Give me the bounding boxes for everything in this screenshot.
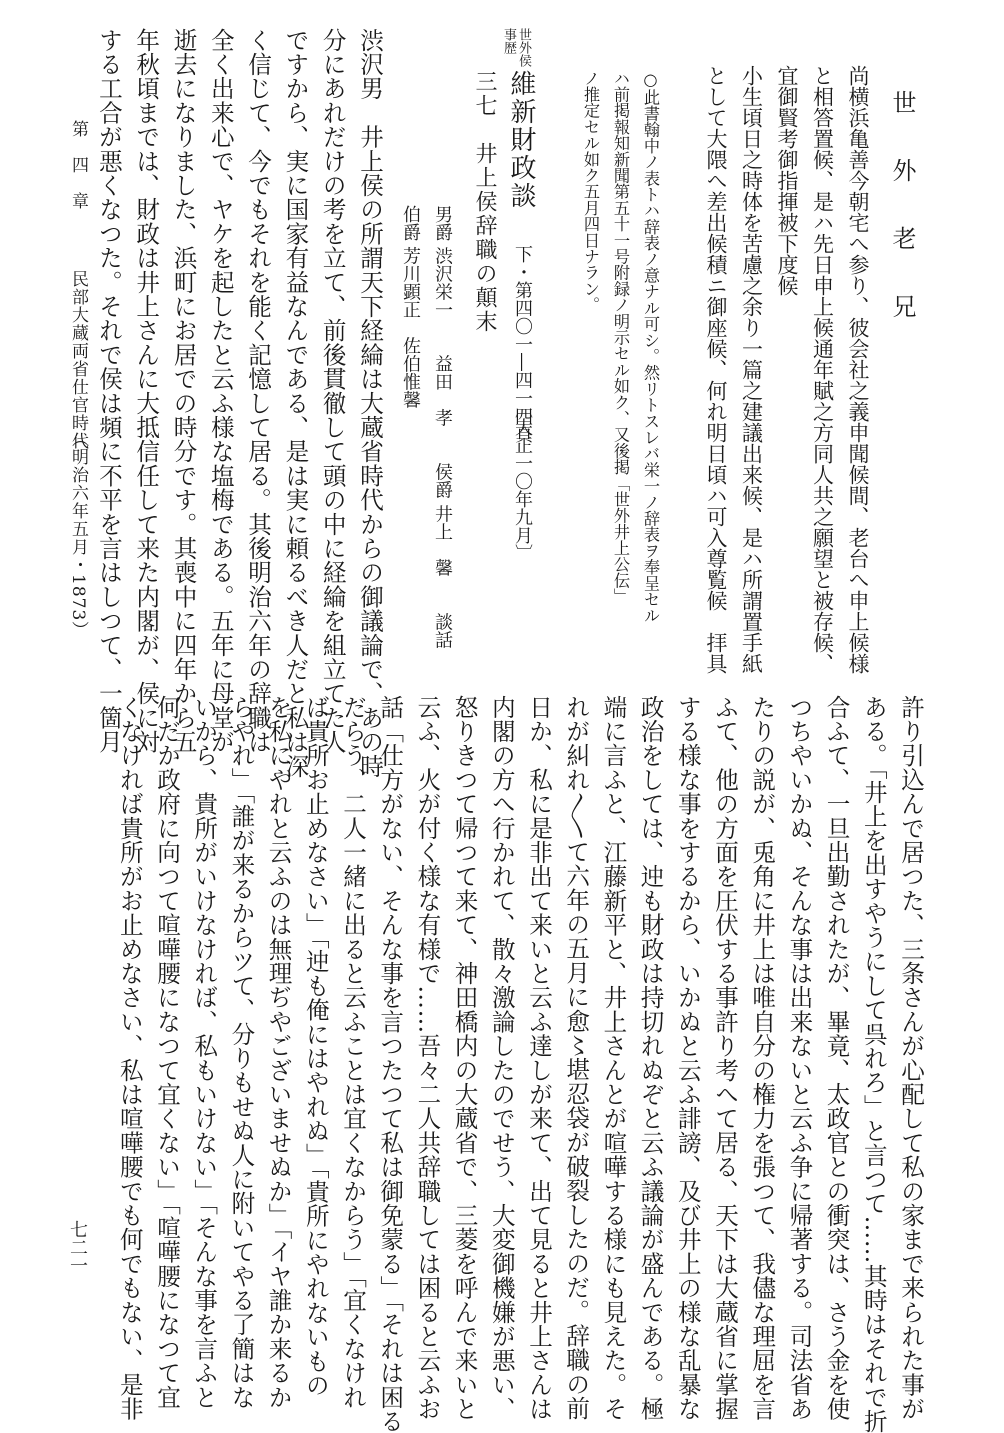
section-heading: 三七 井上侯辞職の顛末 [472,70,497,334]
volume-pages: 下・第四〇一―四一四頁 [512,245,533,443]
body-line: れが糾れ〳〵て六年の五月に愈〻堪忍袋が破裂したのだ。辞職の前 [562,695,591,1421]
source-label-1: 世外侯 [516,28,531,67]
body-line: つちやいかぬ、そんな事は出来ないと云ふ争に帰著する。司法省あ [785,695,814,1421]
body-line: いから、貴所がいけなければ、私もいけない」「そんな事を言ふと [190,695,219,1410]
editorial-note-line: ハ前掲報知新聞第五十一号附録ノ明示セル如ク、又後掲「世外井上公伝」 [611,70,630,605]
body-line: ですから、実に国家有益なんである、是は実に頼るべき人だと私は深 [281,28,310,779]
body-line: 渋沢男 井上侯の所謂天下経綸は大蔵省時代からの御議論で、あの時 [356,28,384,779]
body-line: 日か、私に是非出て来いと云ふ達しが来て、出て見ると井上さんは [525,695,553,1421]
body-line: く信じて、今でもそれを能く記憶して居る。其後明治六年の辞職は [244,28,273,754]
letter-line: 宜御賢考御指揮被下度候 [775,65,799,296]
article-title: 維新財政談 [506,70,536,210]
body-line: 許り引込んで居つた、三条さんが心配して私の家まで来られた事が [897,695,925,1421]
body-line: 逝去になりました、浜町にお居での時分です。其喪中に四年から五 [169,28,198,754]
speakers-line-1: 男爵 渋沢栄一 益田 孝 侯爵 井上 馨 談話 [432,205,453,649]
body-line: 年秋頃までは、財政は井上さんに大抵信任して来た内閣が、侯に対 [132,28,161,754]
body-line: らやれ」「誰が来るからツて、分りもせぬ人に附いてやる了簡はな [227,695,256,1410]
running-head-period: （明治六年五月・1873） [68,430,88,640]
body-line: 分にあれだけの考を立て、前後貫徹して頭の中に経綸を組立てた人 [318,28,347,754]
body-line: ば貴所お止めなさい」「迚も俺にはやれぬ」「貴所にやれないもの [301,695,330,1398]
running-head-title: 民部大蔵両省仕官時代 [68,270,88,450]
body-line: ふて、他の方面を圧伏する事許り考へて居る、天下は大蔵省に掌握 [711,695,739,1421]
body-line: する様な事をするから、いかぬと云ふ誹謗、及び井上の様な乱暴な [673,695,702,1421]
source-label [494,28,538,67]
body-line: たりの説が、兎角に井上は唯自分の権力を張つて、我儘な理屈を言 [748,695,777,1421]
editorial-note-line: ○此書翰中ノ表トハ辞表ノ意ナル可シ。然リトスレバ栄一ノ辞表ヲ奉呈セル [641,70,660,624]
letter-line: 小生頃日之時体を苦慮之余り一篇之建議出来候、是ハ所謂置手紙 [739,65,764,674]
body-line: 怒りきつて帰つて来て、神田橋内の大蔵省で、三菱を呼んで来いと [450,695,479,1421]
running-head-chapter: 第 四 章 [68,120,88,210]
body-line: ある。「井上を出すやうにして呉れろ」と言つて……其時はそれで折 [859,695,888,1433]
letter-line: と相答置候、是ハ先日申上候通年賦之方同人共之願望と被存候、 [810,65,835,674]
body-line: 合ふて、一旦出勤されたが、畢竟、太政官との衝突は、さう金を使 [822,695,851,1421]
body-line: を私にやれと云ふのは無理ぢやございませぬか」「イヤ誰か来るか [264,695,293,1410]
body-line: する工合が悪くなつた。それで侯は頻に不平を言はしつて、一箇月 [94,28,123,754]
body-line: 内閣の方へ行かれて、散々激論したのでせう、大変御機嫌が悪い、 [487,695,516,1421]
editorial-note-line: ノ推定セル如ク五月四日ナラン。 [581,70,600,313]
page-number: 七二一 [67,1220,88,1274]
letter-addressee: 世 外 老 兄 [888,90,916,328]
body-line: 云ふ、火が付く様な有様で……吾々二人共辞職しては困ると云ふお [413,695,442,1421]
article-date: 〔大正一〇年九月〕 [512,400,533,562]
body-line: だらう、二人一緒に出ると云ふことは宜くなからう」「宜くなけれ [339,695,367,1410]
body-line: 何だか政府に向つて喧嘩腰になつて宜くない」「喧嘩腰になつて宜 [153,695,181,1410]
source-label-2: 事歴 [501,28,516,54]
body-line: 話「仕方がない、そんな事を言つたつて私は御免蒙る」「それは困る [376,695,405,1433]
body-line: くなければ貴所がお止めなさい、私は喧嘩腰でも何でもない、是非 [115,695,144,1421]
body-line: 端に言ふと、江藤新平と、井上さんとが喧嘩する様にも見えた。そ [599,695,628,1421]
speakers-line-2: 伯爵 芳川顕正 佐伯惟馨 [400,205,421,409]
body-line: 政治をしては、迚も財政は持切れぬぞと云ふ議論が盛んである。極 [636,695,665,1421]
body-line: 全く出来心で、ヤケを起したと云ふ様な塩梅である。五年に母堂が [206,28,235,754]
letter-line: として大隈へ差出候積ニ御座候、何れ明日頃ハ可入尊覧候 拝具 [704,65,728,674]
letter-line: 尚横浜亀善今朝宅へ参り、彼会社之義申聞候間、老台へ申上候様 [846,65,870,674]
